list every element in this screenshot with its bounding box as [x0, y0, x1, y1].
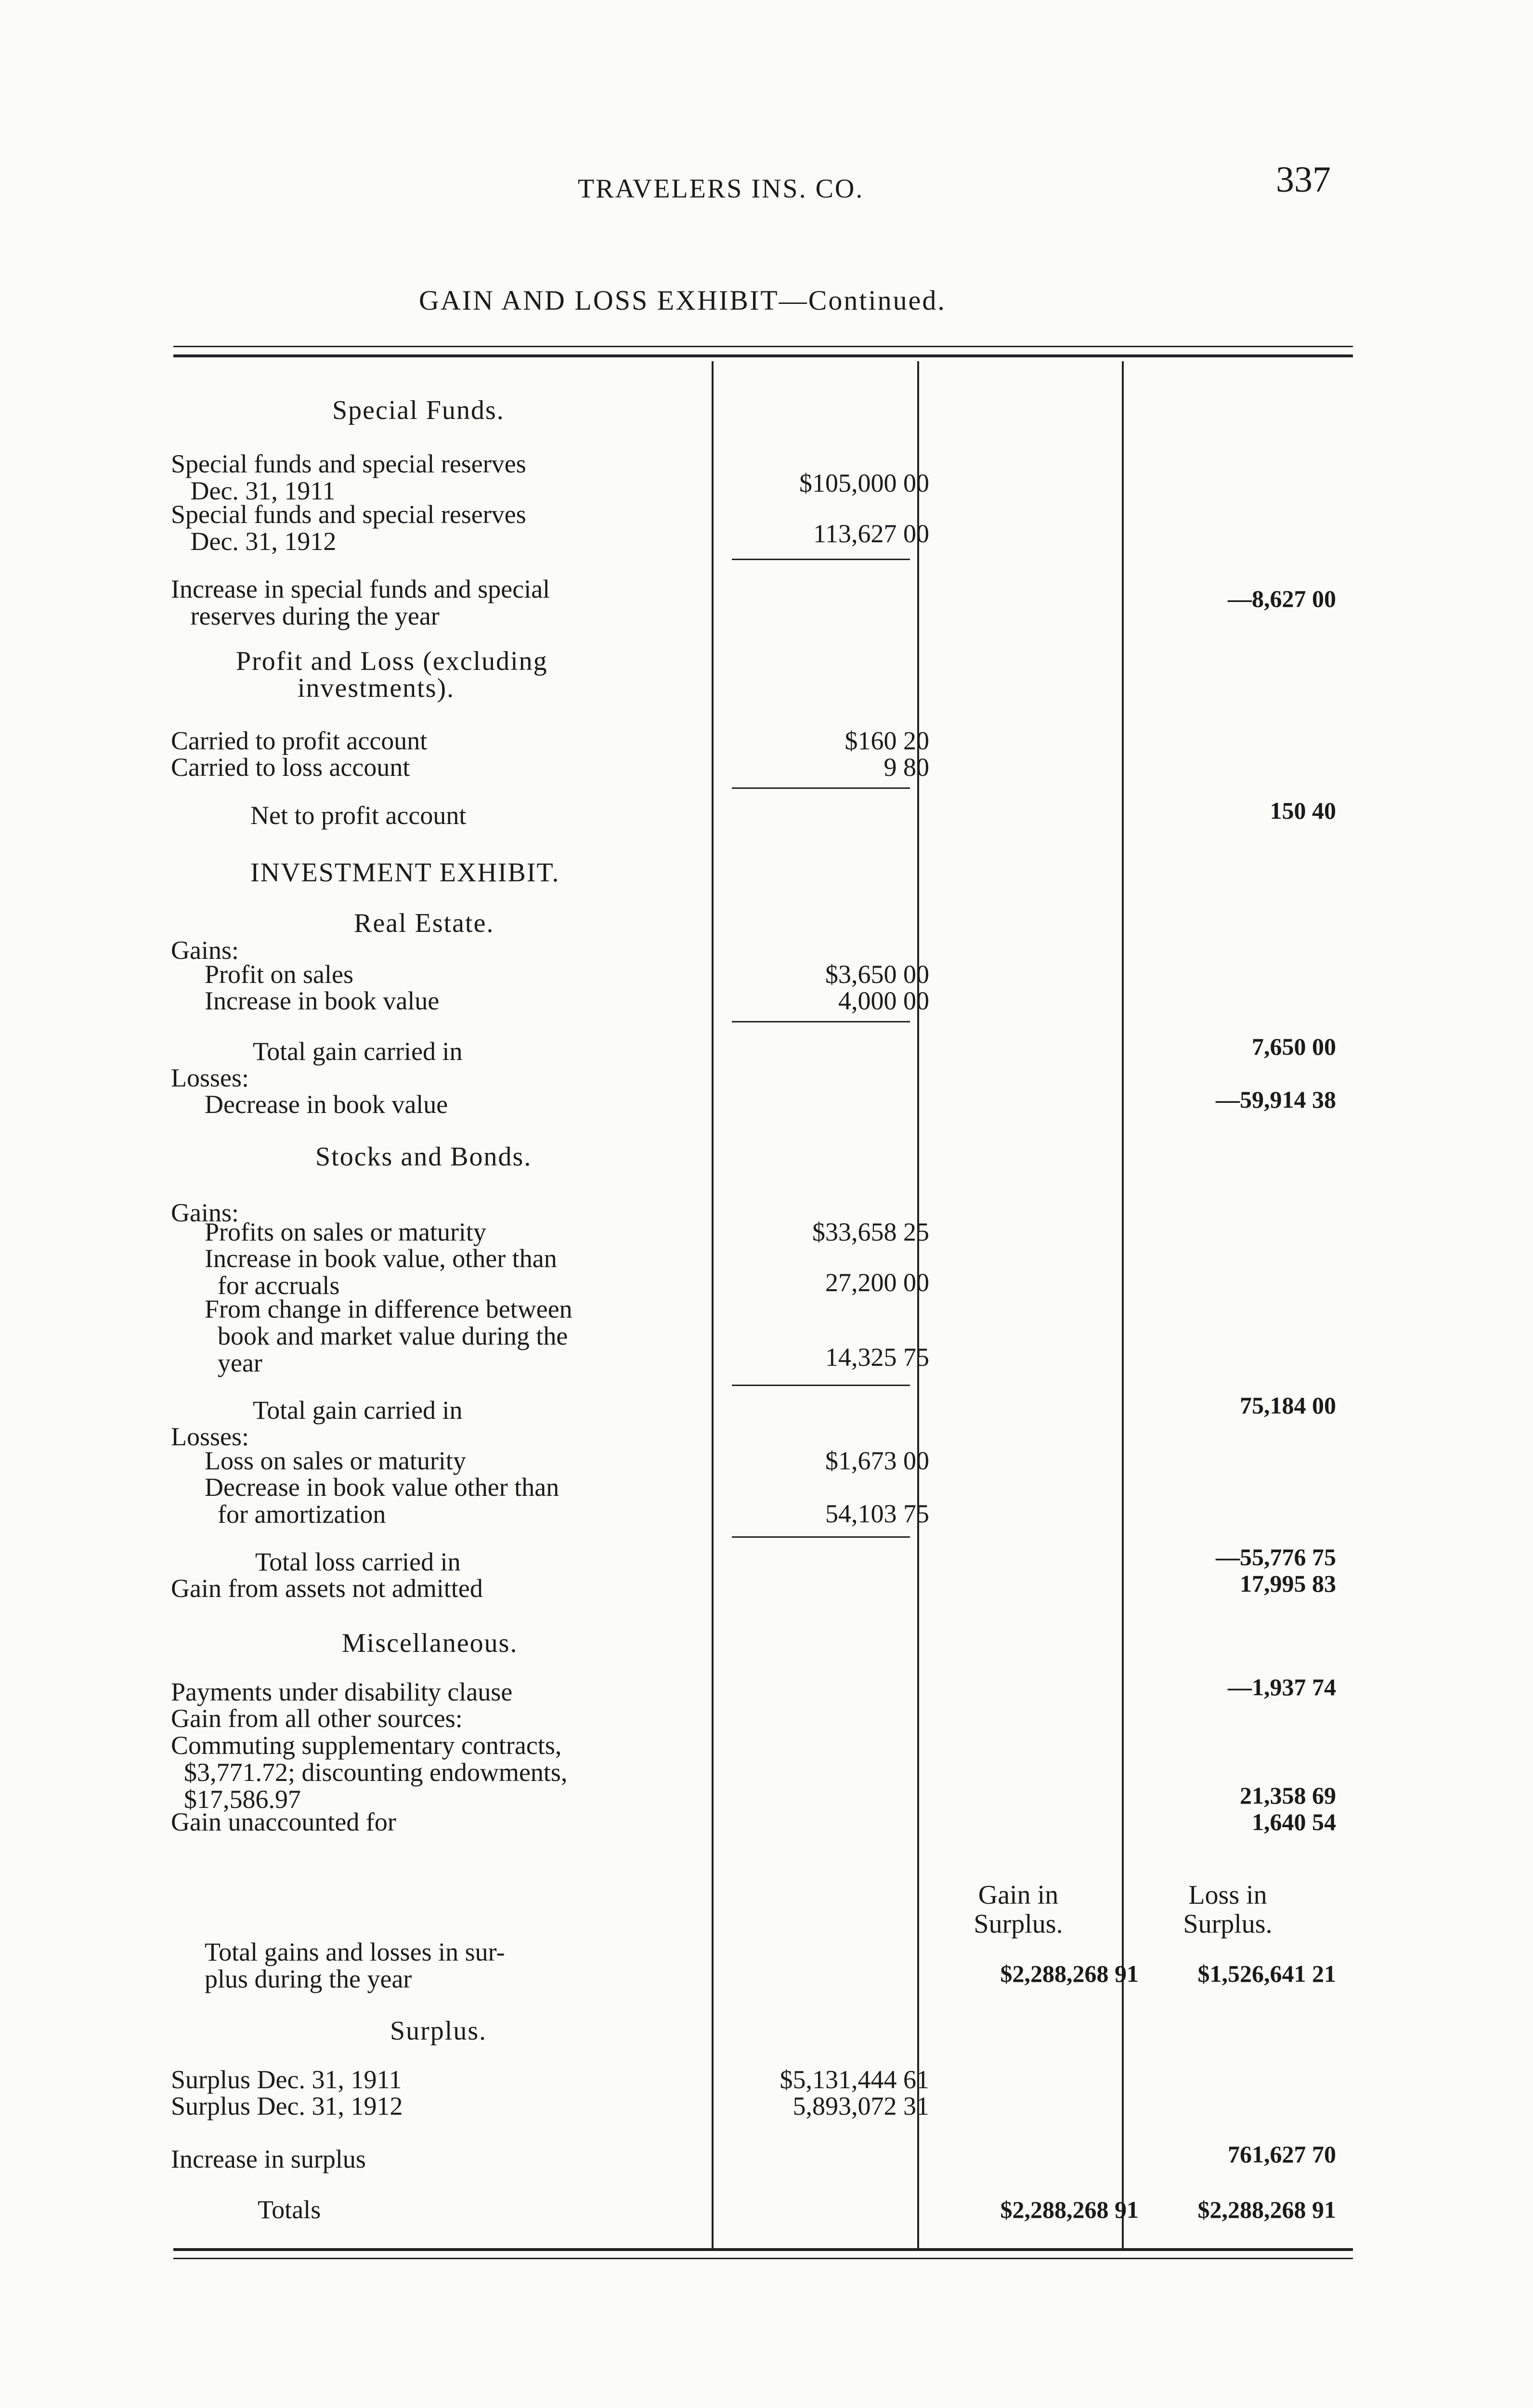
exhibit-title: GAIN AND LOSS EXHIBIT—Continued.: [419, 285, 946, 316]
amount: 150 40: [1270, 797, 1336, 824]
total-loss: $1,526,641 21: [1197, 1960, 1336, 1987]
column-head-gain: Gain in Surplus.: [974, 1880, 1063, 1939]
amount: $160 20: [844, 726, 929, 755]
section-heading-special-funds: Special Funds.: [332, 395, 505, 425]
page-header: [0, 154, 1533, 212]
gains-label: Gains:: [171, 936, 239, 965]
section-heading-investment-exhibit: INVESTMENT EXHIBIT.: [250, 858, 560, 888]
amount: —55,776 75: [1216, 1544, 1336, 1570]
subtotal-rule: [732, 1385, 910, 1386]
amount: 761,627 70: [1228, 2141, 1336, 2168]
row-label: Decrease in book value other than for amortization: [205, 1473, 559, 1529]
row-label: Profit on sales: [205, 960, 353, 989]
totals-gain: $2,288,268 91: [1000, 2196, 1139, 2223]
losses-label: Losses:: [171, 1063, 249, 1092]
row-label: Increase in book value, other than for accruals: [205, 1244, 557, 1300]
bottom-rule: [173, 2248, 1353, 2251]
amount: $33,658 25: [812, 1217, 929, 1246]
amount: $5,131,444 61: [779, 2065, 929, 2094]
amount: 4,000 00: [838, 986, 929, 1015]
subtotal-rule: [732, 1536, 910, 1538]
subsection-heading-real-estate: Real Estate.: [354, 908, 494, 938]
row-label: Carried to profit account: [171, 726, 428, 755]
row-label: Net to profit account: [250, 801, 467, 830]
row-label: Special funds and special reserves Dec. 31, 1912: [171, 500, 526, 556]
amount: —59,914 38: [1216, 1086, 1336, 1113]
subtotal-rule: [732, 1021, 910, 1022]
gains-label: Gains:: [171, 1198, 239, 1227]
amount: 113,627 00: [813, 519, 929, 548]
amount: 21,358 69: [1240, 1782, 1336, 1809]
row-label: Gain from all other sources: Commuting supplementary contracts, $3,771.72; discounting endowments, $17,586.97: [171, 1704, 568, 1814]
bottom-rule-2: [173, 2258, 1353, 2259]
row-label: Gain unaccounted for: [171, 1807, 396, 1836]
row-label: Total loss carried in: [255, 1547, 461, 1576]
amount: 9 80: [883, 753, 929, 782]
row-label: Gain from assets not admitted: [171, 1574, 483, 1603]
row-label: Special funds and special reserves Dec. 31, 1911: [171, 449, 526, 505]
subtotal-rule: [732, 787, 910, 789]
totals-label: Totals: [258, 2195, 321, 2224]
row-label: Increase in book value: [205, 986, 440, 1015]
row-label: Increase in surplus: [171, 2145, 366, 2173]
amount: —1,937 74: [1228, 1674, 1336, 1701]
column-divider: [917, 361, 919, 2249]
row-label: Total gain carried in: [253, 1396, 463, 1425]
row-label: Carried to loss account: [171, 753, 410, 782]
subsection-heading-stocks-bonds: Stocks and Bonds.: [315, 1142, 532, 1172]
amount: 75,184 00: [1240, 1392, 1336, 1419]
total-gain: $2,288,268 91: [1000, 1960, 1139, 1987]
amount: 54,103 75: [825, 1499, 929, 1528]
amount: —8,627 00: [1228, 585, 1336, 612]
subtotal-rule: [732, 559, 910, 560]
page-number: 337: [1276, 159, 1331, 200]
row-label: From change in difference between book and market value during the year: [205, 1295, 572, 1377]
losses-label: Losses:: [171, 1422, 249, 1451]
row-label: Surplus Dec. 31, 1912: [171, 2092, 403, 2120]
amount: 27,200 00: [825, 1268, 929, 1297]
section-heading-surplus: Surplus.: [390, 2016, 487, 2046]
row-label: Decrease in book value: [205, 1090, 448, 1119]
amount: 14,325 75: [825, 1343, 929, 1372]
row-label: Loss on sales or maturity: [205, 1446, 466, 1475]
amount: 1,640 54: [1252, 1808, 1336, 1835]
amount: 5,893,072 31: [792, 2092, 929, 2120]
amount: $1,673 00: [825, 1446, 929, 1475]
row-label: Payments under disability clause: [171, 1677, 513, 1706]
row-label: Total gains and losses in sur- plus during the year: [205, 1937, 505, 1993]
top-rule-2: [173, 354, 1353, 357]
top-rule: [173, 346, 1353, 347]
row-label: Increase in special funds and special reserves during the year: [171, 575, 550, 630]
amount: 17,995 83: [1240, 1570, 1336, 1597]
amount: 7,650 00: [1252, 1033, 1336, 1060]
totals-loss: $2,288,268 91: [1197, 2196, 1336, 2223]
section-heading-miscellaneous: Miscellaneous.: [342, 1628, 518, 1658]
amount: $3,650 00: [825, 960, 929, 989]
row-label: Profits on sales or maturity: [205, 1217, 486, 1246]
row-label: Total gain carried in: [253, 1037, 463, 1066]
row-label: Surplus Dec. 31, 1911: [171, 2065, 402, 2094]
amount: $105,000 00: [799, 469, 929, 497]
column-head-loss: Loss in Surplus.: [1183, 1880, 1273, 1939]
section-heading-profit-loss: Profit and Loss (excluding investments).: [236, 646, 548, 703]
running-title: TRAVELERS INS. CO.: [578, 174, 864, 204]
